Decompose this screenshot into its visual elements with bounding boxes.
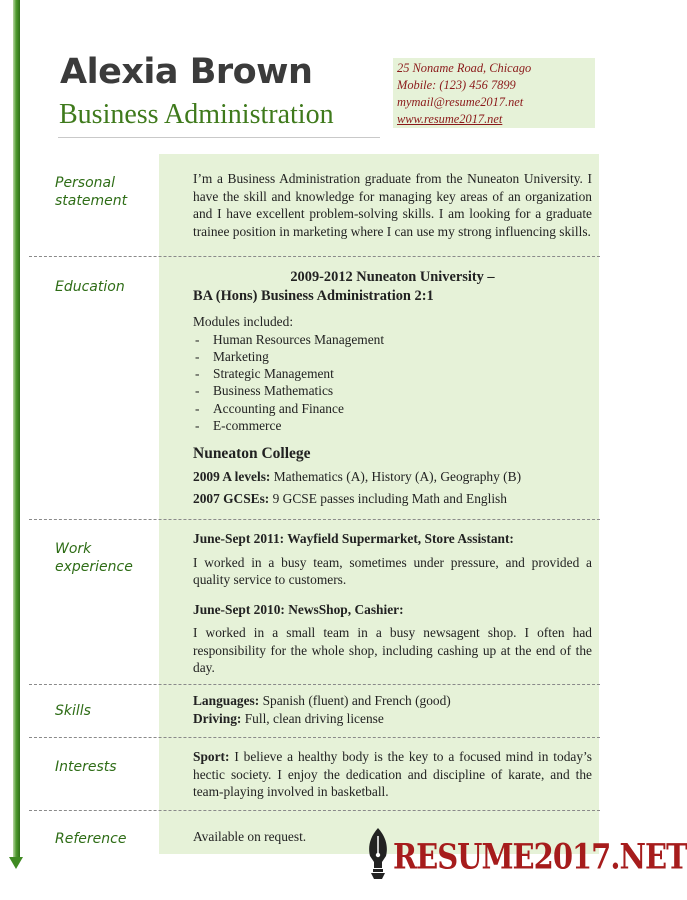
section-label-work: Work experience [55, 541, 133, 575]
section-divider [29, 256, 600, 257]
skills-content [193, 692, 592, 727]
resume2017-logo [365, 826, 687, 882]
list-item: - Strategic Management [193, 365, 592, 382]
list-item: - Accounting and Finance [193, 400, 592, 417]
section-label-personal: Personal statement [55, 175, 128, 209]
reference-text: Available on request. [193, 829, 307, 844]
job2-title: June-Sept 2010: NewsShop, Cashier: [193, 601, 404, 617]
personal-statement-text: I’m a Business Administration graduate from the Nuneaton University. I have the skill and knowledge for managing key areas of an organization and I have excellent problem-solving skills. I am looking for a graduate trainee position in marketing where I can use my strong influencing skills. [193, 171, 592, 239]
contact-address: 25 Noname Road, Chicago [397, 61, 532, 75]
education-heading-line2: BA (Hons) Business Administration 2:1 [193, 287, 434, 304]
title-underline [58, 137, 380, 138]
contact-website[interactable]: www.resume2017.net [397, 112, 503, 126]
contact-email[interactable]: mymail@resume2017.net [397, 95, 524, 109]
left-arrow-bar [13, 0, 20, 860]
list-item: - Business Mathematics [193, 382, 592, 399]
driving-line: Driving: Full, clean driving license [193, 710, 384, 726]
candidate-title: Business Administration [59, 99, 334, 130]
fountain-pen-nib-icon [365, 826, 391, 882]
section-divider [29, 519, 600, 520]
candidate-name: Alexia Brown [60, 52, 313, 92]
work-content [193, 530, 592, 677]
list-item: - Human Resources Management [193, 331, 592, 348]
alevels-line: 2009 A levels: Mathematics (A), History (A), Geography (B) [193, 469, 522, 485]
section-divider [29, 810, 600, 811]
section-label-education: Education [55, 279, 125, 295]
logo-text: RESUME2017.NET [393, 836, 687, 877]
contact-mobile: Mobile: (123) 456 7899 [397, 78, 516, 92]
job2-text: I worked in a small team in a busy newsagent shop. I often had responsibility for the whole shop, including cashing up at the end of the day. [193, 625, 592, 675]
modules-intro: Modules included: [193, 314, 294, 329]
contact-box [393, 58, 595, 128]
list-item: - E-commerce [193, 417, 592, 434]
modules-list [193, 331, 592, 435]
job1-title: June-Sept 2011: Wayfield Supermarket, Store Assistant: [193, 531, 514, 546]
section-label-reference: Reference [55, 831, 127, 847]
education-heading-line1: 2009-2012 Nuneaton University – [290, 269, 495, 285]
education-content [193, 268, 592, 507]
section-label-skills: Skills [55, 703, 91, 719]
section-label-interests: Interests [55, 759, 117, 775]
languages-line: Languages: Spanish (fluent) and French (good) [193, 693, 451, 708]
gcse-line: 2007 GCSEs: 9 GCSE passes including Math and English [193, 490, 507, 506]
down-arrow-icon [9, 857, 23, 869]
college-name: Nuneaton College [193, 445, 311, 463]
job1-text: I worked in a busy team, sometimes under pressure, and provided a quality service to customers. [193, 554, 592, 587]
section-divider [29, 737, 600, 738]
list-item: - Marketing [193, 348, 592, 365]
section-divider [29, 684, 600, 685]
interests-text: Sport: I believe a healthy body is the key to a focused mind in today’s hectic society. I enjoy the dedication and discipline of karate, and the team-playing involved in basketball. [193, 749, 592, 799]
